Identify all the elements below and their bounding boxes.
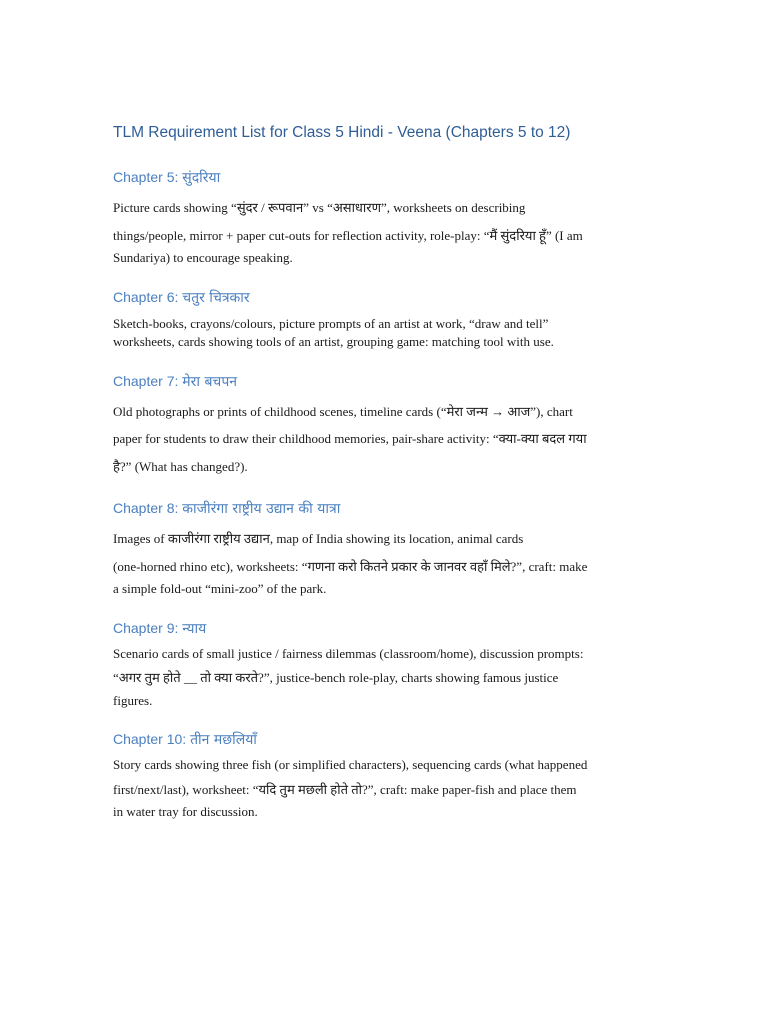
chapter-label: Chapter 9:	[113, 620, 179, 636]
text-line: worksheets, cards showing tools of an artist, grouping game: matching tool with use.	[113, 334, 554, 349]
chapter-name: न्याय	[182, 621, 207, 637]
chapter-name: मेरा बचपन	[182, 374, 238, 390]
text-line: Sketch-books, crayons/colours, picture prompts of an artist at work, “draw and tell”	[113, 316, 549, 331]
text-line: (one-horned rhino etc), worksheets: “गणना करो कितने प्रकार के जानवर वहाँ मिले?”, craft: make	[113, 559, 588, 574]
document-title: TLM Requirement List for Class 5 Hindi - Veena (Chapters 5 to 12)	[113, 124, 571, 141]
chapter-label: Chapter 6:	[113, 289, 179, 305]
text-line: Old photographs or prints of childhood scenes, timeline cards (“मेरा जन्म → आज”), chart	[113, 404, 573, 419]
text-line: Sundariya) to encourage speaking.	[113, 250, 293, 265]
text-line: “अगर तुम होते __ तो क्या करते?”, justice-bench role-play, charts showing famous justice	[113, 670, 559, 685]
chapter-label: Chapter 8:	[113, 500, 179, 516]
text-line: है?” (What has changed?).	[113, 459, 248, 474]
text-line: Scenario cards of small justice / fairness dilemmas (classroom/home), discussion prompts:	[113, 646, 584, 661]
text-line: a simple fold-out “mini-zoo” of the park.	[113, 581, 327, 596]
text-line: first/next/last), worksheet: “यदि तुम मछली होते तो?”, craft: make paper-fish and place them	[113, 782, 577, 797]
text-line: figures.	[113, 693, 153, 708]
chapter-6-heading	[113, 288, 250, 307]
chapter-name: चतुर चित्रकार	[182, 290, 250, 306]
chapter-7-heading	[113, 372, 237, 391]
text-line: Images of काजीरंगा राष्ट्रीय उद्यान, map of India showing its location, animal cards	[113, 531, 524, 546]
chapter-8-heading	[113, 499, 340, 518]
chapter-10-heading	[113, 730, 257, 749]
text-line: Story cards showing three fish (or simplified characters), sequencing cards (what happened	[113, 757, 588, 772]
chapter-label: Chapter 5:	[113, 169, 179, 185]
text-line: Picture cards showing “सुंदर / रूपवान” vs “असाधारण”, worksheets on describing	[113, 200, 526, 215]
chapter-label: Chapter 7:	[113, 373, 179, 389]
chapter-name: तीन मछलियाँ	[190, 732, 257, 748]
chapter-name: सुंदरिया	[182, 170, 221, 186]
chapter-label: Chapter 10:	[113, 731, 187, 747]
chapter-9-heading	[113, 619, 206, 638]
text-line: in water tray for discussion.	[113, 804, 258, 819]
chapter-name: काजीरंगा राष्ट्रीय उद्यान की यात्रा	[182, 501, 341, 517]
text-line: things/people, mirror + paper cut-outs for reflection activity, role-play: “मैं सुंदरिया हूँ” (I am	[113, 228, 583, 243]
text-line: paper for students to draw their childhood memories, pair-share activity: “क्या-क्या बदल गया	[113, 431, 587, 446]
chapter-5-heading	[113, 168, 220, 187]
